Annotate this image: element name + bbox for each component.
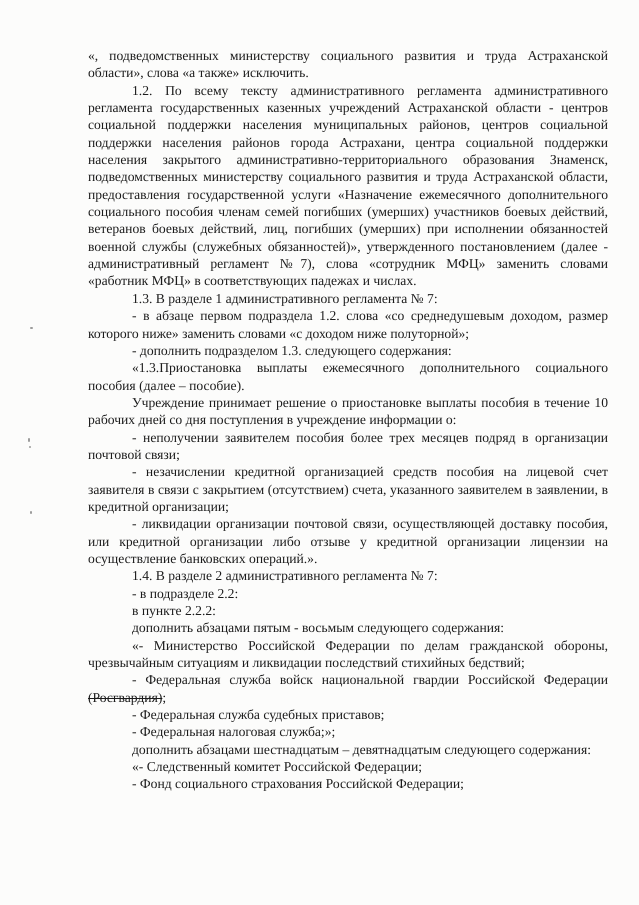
paragraph-decision: Учреждение принимает решение о приостановке выплаты пособия в течение 10 рабочих дней со дня поступления в учреждение информации о:: [88, 394, 608, 428]
scan-speck: [30, 511, 32, 514]
paragraph-intro-continuation: «, подведомственных министерству социального развития и труда Астраханской области», слова «а также» исключить.: [88, 48, 608, 81]
paragraph-condition-2: - незачислении кредитной организацией средств пособия на лицевой счет заявителя в связи с закрытием (отсутствием) счета, указанного заявителем в заявлении, в кредитной организации;: [88, 464, 608, 514]
scan-speck: [30, 327, 33, 329]
rosgvardia-text: - Федеральная служба войск национальной гвардии Российской Федерации: [132, 672, 608, 688]
paragraph-rosgvardia: [88, 671, 608, 706]
paragraph-condition-3: - ликвидации организации почтовой связи, осуществляющей доставку пособия, или кредитной организации либо отзыве у кредитной организации лицензии на осуществление банковских операций.».: [88, 516, 608, 566]
paragraph-sk: «- Следственный комитет Российской Федерации;: [132, 759, 423, 775]
paragraph-fssp: - Федеральная служба судебных приставов;: [132, 707, 385, 723]
paragraph-quote-1-3: «1.3.Приостановка выплаты ежемесячного дополнительного социального пособия (далее – пособие).: [88, 360, 608, 393]
paragraph-fss: - Фонд социального страхования Российской Федерации;: [132, 776, 464, 792]
paragraph-1-3-item-2: - дополнить подразделом 1.3. следующего содержания:: [132, 342, 452, 358]
scan-speck: [28, 438, 30, 442]
paragraph-point-2-2-2: в пункте 2.2.2:: [132, 603, 216, 618]
paragraph-add-5-8: дополнить абзацами пятым - восьмым следующего содержания:: [132, 620, 505, 636]
document-body: [88, 47, 608, 793]
struck-text: (Росгвардия): [88, 689, 163, 705]
paragraph-1-4-heading: 1.4. В разделе 2 административного регламента № 7:: [132, 568, 438, 584]
paragraph-1-2: 1.2. По всему тексту административного регламента административного регламента государственных казенных учреждений Астраханской области - центров социальной поддержки населения муниципальных районов, центров социальной поддержки населения районов города Астрахани, центра социальной поддержки населения закрытого административно-территориального образования Знаменск, подведомственных министерству социального развития и труда Астраханской области, предоставления государственной услуги «Назначение ежемесячного дополнительного социального пособия членам семей погибших (умерших) участников боевых действий, ветеранов боевых действий, лиц, погибших (умерших) при исполнении обязанностей военной службы (служебных обязанностей)», утвержденного постановлением (далее - административный регламент №7), слова «сотрудник МФЦ» заменить словами «работник МФЦ» в соответствующих падежах и числах.: [88, 82, 608, 289]
paragraph-mchs: «- Министерство Российской Федерации по делам гражданской обороны, чрезвычайным ситуациям и ликвидации последствий стихийных бедствий;: [88, 637, 608, 671]
paragraph-add-16-19: дополнить абзацами шестнадцатым – девятнадцатым следующего содержания:: [132, 741, 591, 757]
paragraph-fns: - Федеральная налоговая служба;»;: [132, 724, 336, 740]
paragraph-subsection-2-2: - в подразделе 2.2:: [132, 585, 239, 601]
paragraph-1-3-heading: 1.3. В разделе 1 административного регламента № 7:: [132, 290, 438, 306]
scan-speck: [29, 446, 31, 448]
paragraph-condition-1: - неполучении заявителем пособия более трех месяцев подряд в организации почтовой связи;: [88, 429, 608, 462]
paragraph-1-3-item-1: - в абзаце первом подраздела 1.2. слова «со среднедушевым доходом, размер которого ниже» заменить словами «с доходом ниже полуторной»;: [88, 308, 608, 341]
rosgvardia-tail: ;: [162, 689, 167, 705]
